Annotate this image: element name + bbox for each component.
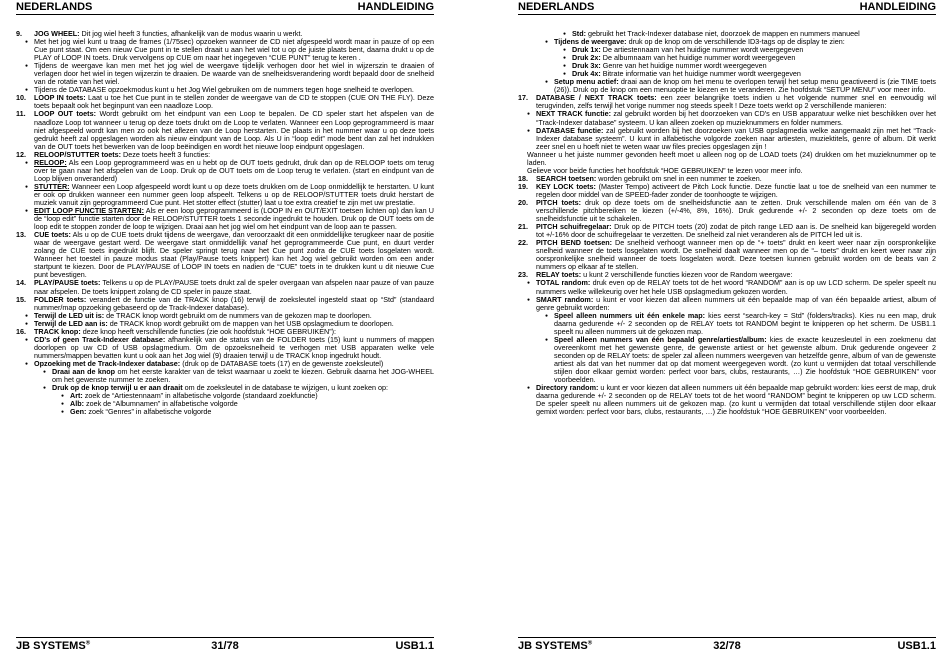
bullet-item bbox=[25, 336, 434, 360]
bullet-text: de TRACK knop wordt gebruikt om de mappen van het USB opslagmedium te doorlopen. bbox=[107, 318, 394, 328]
footer-model: USB1.1 bbox=[395, 640, 434, 652]
bullet-item bbox=[527, 296, 936, 312]
item-text: worden gebruikt om snel in een nummer te zoeken. bbox=[596, 173, 762, 183]
bullet-item bbox=[61, 408, 434, 416]
item-title: FOLDER toets: bbox=[34, 294, 87, 304]
bullet-text: zoek de “Artiestennaam” in alfabetische volgorde (standaard zoekfunctie) bbox=[82, 391, 318, 401]
item-text: (Master Tempo) activeert de Pitch Lock functie. Deze functie laat u toe de snelheid van een nummer te regelen door middel van de SPEED-fader zonder de toonhoogte te wijzigen. bbox=[536, 181, 936, 199]
header-title: HANDLEIDING bbox=[357, 1, 434, 13]
bullet-text: om het eerste karakter van de tekst waarnaar u zoekt te kiezen. Gebruik daarna het JOG-WHEEL om het gewenste nummer te zoeken. bbox=[52, 366, 434, 385]
bullet-title: Directory random: bbox=[536, 383, 599, 393]
bullet-item bbox=[545, 336, 936, 384]
header-language: NEDERLANDS bbox=[16, 1, 93, 13]
header-title: HANDLEIDING bbox=[859, 1, 936, 13]
bullet-title: Gen: bbox=[70, 407, 87, 417]
bullet-text: De albumnaam van het huidige nummer wordt weergegeven bbox=[600, 53, 796, 63]
item-title: PITCH schuifregelaar: bbox=[536, 222, 612, 232]
numbered-item bbox=[16, 110, 434, 150]
item-number: 18. bbox=[518, 173, 528, 183]
item-title: TRACK knop: bbox=[34, 326, 81, 336]
bullet-item bbox=[527, 110, 936, 126]
bullet-text: zal gebruikt worden bij het doorzoeken van CD's en USB apparatuur welke niet beschikken over het “Track-Indexer database” systeem. U kan alleen zoeken op muzieknummers en folder nummers. bbox=[536, 109, 936, 127]
item-number: 23. bbox=[518, 270, 528, 280]
item-title: PLAY/PAUSE toets: bbox=[34, 278, 101, 288]
numbered-item bbox=[518, 183, 936, 199]
item-text: Telkens u op de PLAY/PAUSE toets drukt zal de speler overgaan van afspelen naar pauze of van pauze naar afspelen. De toets knippert zolang de CD speler in pauze staat. bbox=[34, 278, 434, 296]
item-title: JOG WHEEL: bbox=[34, 30, 80, 38]
bullet-text: draai aan de knop om het menu te overlopen terwijl het setup menu geactiveerd is (zie TIME toets (26)). Druk op de knop om een menuoptie te kiezen en te veranderen. Zie hoofdstuk “SETUP MENU” voor meer info. bbox=[554, 77, 936, 95]
footer-page-number: 31/78 bbox=[211, 640, 239, 652]
bullet-item bbox=[545, 78, 936, 94]
item-title: KEY LOCK toets: bbox=[536, 181, 596, 191]
bullet-title: Art: bbox=[70, 391, 83, 401]
item-text: u kunt 2 verschillende functies kiezen voor de Random weergave: bbox=[581, 270, 793, 280]
page-header bbox=[518, 1, 936, 15]
item-title: RELOOP/STUTTER toets: bbox=[34, 149, 122, 159]
bullet-text: afhankelijk van de status van de FOLDER toets (15) kunt u nummers of mappen doorlopen op uw CD of USB opslagmedium. Om de opzoeksnelheid te verhogen met USB apparaten welke vele nummers/mappen bevatten kunt u ook aan het Jog wiel (9) draaien terwijl u de TRACK knop ingedrukt houdt. bbox=[34, 334, 434, 360]
numbered-item bbox=[16, 296, 434, 312]
page-footer bbox=[16, 637, 434, 654]
bullet-title: Druk 2x: bbox=[572, 53, 601, 63]
item-number: 20. bbox=[518, 197, 528, 207]
bullet-text: Genre van het huidige nummer wordt weergegeven bbox=[600, 61, 767, 71]
bullet-text: om de zoeksleutel in de database te wijzigen, u kunt zoeken op: bbox=[182, 383, 388, 393]
item-text: De snelheid verhoogt wanneer men op de “+ toets” drukt en keert weer naar zijn oorspronkelijke snelheid wanneer de toets losgelaten wordt. De snelheid daalt wanneer men op de “– toets” drukt en keert weer naar zijn oorspronkelijke snelheid wanneer de toets losgelaten wordt. Deze toetsen kunnen gebruikt worden om de beats van 2 nummers op elkaar af te stellen. bbox=[536, 238, 936, 272]
page-footer bbox=[518, 637, 936, 654]
bullet-title: SMART random: bbox=[536, 294, 594, 304]
item-title: SEARCH toetsen: bbox=[536, 173, 597, 183]
bullet-title: Druk 4x: bbox=[572, 69, 601, 79]
bullet-title: Druk 1x: bbox=[572, 45, 601, 55]
bullet-text: u kunt er voor kiezen dat alleen nummers uit één bepaalde map of van één bepaalde artiest, album of genre gebruikt worden: bbox=[536, 294, 936, 312]
bullet-title: Druk op de knop terwijl u er aan draait bbox=[52, 383, 183, 393]
item-title: CUE toets: bbox=[34, 230, 71, 240]
item-number: 13. bbox=[16, 230, 26, 240]
item-number: 17. bbox=[518, 93, 528, 103]
footer-brand: JB SYSTEMS® bbox=[16, 640, 91, 652]
item-title: PITCH BEND toetsen: bbox=[536, 238, 612, 248]
item-text: Wordt gebruikt om het eindpunt van een Loop te bepalen. De CD speler start het afspelen van de naadloze Loop tot wanneer u terug op deze toets drukt om de Loop te verlaten. Wanneer een Loop geprogrammeerd is maar niet afgespeeld wordt kan men zo ook het aflezen van de Loop herstarten. De plaats in het nummer waar u op deze toets gedrukt heeft zal opgeslagen worden als nieuw eindpunt van de Loop. Als U in “loop edit” mode bent dan zal het indrukken van de OUT toets het bewerken van de loop beëindigen en wordt het nieuwe loop eindpunt opgeslagen. bbox=[34, 109, 434, 151]
item-number: 16. bbox=[16, 326, 26, 336]
numbered-item bbox=[518, 94, 936, 110]
bullet-item bbox=[25, 183, 434, 207]
item-number: 19. bbox=[518, 181, 528, 191]
bullet-title-text: STUTTER: bbox=[34, 181, 70, 191]
bullet-text: u kunt er voor kiezen dat alleen nummers uit één bepaalde map gebruikt worden: kies eerst de map, druk daarna gedurende +/- 2 seconden op de RELAY toets tot de het woord “RANDOM” begint te knipperen op uw LCD scherm. De speler speelt nu alleen nummers uit de gekozen map. (zo kunt u vermijden dat totaal verschillende stijlen door elkaar gemixt worden: perfect voor bars, clubs, restaurants, …) Zie hoofdstuk “HOE GEBRUIKEN” voor voorbeelden. bbox=[536, 383, 936, 417]
bullet-text: Tijdens de weergave kan men met het jog wiel de weergave tijdelijk verhogen door het wiel in wijzerszin te draaien of verlagen door het wiel in tegen wijzerzin te draaien. De waarde van de snelheidsverandering wordt bepaald door de snelheid van de rotatie van het wiel. bbox=[34, 61, 434, 87]
bullet-title: Opzoeking met de Track-Indexer database: bbox=[34, 358, 181, 368]
item-text: Druk op de PITCH toets (20) zodat de pitch range LED aan is. De snelheid kan bijgeregeld worden tot +/-16% door de schuifregelaar te verzetten. De snelheid zal niet veranderen als de PITCH led uit is. bbox=[536, 222, 936, 240]
item-text: deze knop heeft verschillende functies (zie ook hoofdstuk “HOE GEBRUIKEN”): bbox=[80, 326, 336, 336]
numbered-item bbox=[518, 223, 936, 239]
bullet-item bbox=[527, 127, 936, 151]
item-title: PITCH toets: bbox=[536, 197, 582, 207]
footer-brand: JB SYSTEMS® bbox=[518, 640, 593, 652]
bullet-text: Als een Loop geprogrammeerd was en u hebt op de OUT toets gedrukt, druk dan op de RELOOP toets om terug over te gaan naar het afspelen van de Loop. Druk op de OUT toets om de Loop terug te verlaten. (start en eindpunt van de Loop blijven onveranderd) bbox=[34, 157, 434, 183]
item-number: 15. bbox=[16, 294, 26, 304]
bullet-title: Tijdens de weergave: bbox=[554, 37, 627, 47]
bullet-text: zoek “Genres” in alfabetische volgorde bbox=[86, 407, 212, 417]
bullet-title: Draai aan de knop bbox=[52, 366, 116, 376]
item-title: LOOP IN toets: bbox=[34, 93, 86, 103]
page-body bbox=[16, 30, 434, 632]
bullet-text: Bitrate informatie van het huidige nummer wordt weergegeven bbox=[600, 69, 801, 79]
item-text: een zeer belangrijke toets indien u het volgende nummer snel en eenvoudig wil terugvinden, zelfs terwijl het vorige nummer nog steeds speelt ! Deze toets werkt op 2 verschillende manieren: bbox=[536, 93, 936, 111]
bullet-title: Terwijl de LED aan is: bbox=[34, 318, 108, 328]
bullet-item bbox=[527, 384, 936, 416]
item-text: Deze toets heeft 3 functies: bbox=[121, 149, 211, 159]
item-number: 22. bbox=[518, 238, 528, 248]
paragraph-text: Wanneer u het juiste nummer gevonden heeft moet u alleen nog op de LOAD toets (24) drukken om het muzieknummer op te laden. bbox=[527, 149, 936, 167]
item-text: verandert de functie van de TRACK knop (16) terwijl de zoeksleutel ingesteld staat op “Std” (standaard nummer/map opzoeking gebaseerd op de Track-Indexer database). bbox=[34, 294, 434, 312]
bullet-title: NEXT TRACK functie: bbox=[536, 109, 611, 119]
bullet-text: druk op de knop om de verschillende ID3-tags op de display te zien: bbox=[626, 37, 845, 47]
bullet-item bbox=[25, 207, 434, 231]
bullet-text: Tijdens de DATABASE opzoekmodus kunt u het Jog Wiel gebruiken om de nummers tegen hoge snelheid te overlopen. bbox=[34, 85, 414, 95]
page-header bbox=[16, 1, 434, 15]
item-title: RELAY toets: bbox=[536, 270, 582, 280]
bullet-text: Wanneer een Loop afgespeeld wordt kunt u op deze toets drukken om de Loop onmiddellijk te herstarten. U kunt er ook op drukken wanneer een nummer geen loop afspeelt. Telkens u op de RELOOP/STUTTER toets drukt herstart de muziek vanuit zijn geprogrammeerd Cue punt. Het stotter effect (stutter) laat u toe extra creatief te zijn met uw prestatie. bbox=[34, 181, 434, 207]
bullet-text: De artiestennaam van het huidige nummer wordt weergegeven bbox=[600, 45, 804, 55]
bullet-title-text: RELOOP: bbox=[34, 157, 67, 167]
bullet-text: druk even op de RELAY toets tot de het woord “RANDOM” aan is op uw LCD scherm. De speler speelt nu nummers welke willekeurig over het hele USB opslagmedium gekozen worden. bbox=[536, 278, 936, 296]
bullet-item bbox=[25, 159, 434, 183]
bullet-item bbox=[25, 62, 434, 86]
bullet-title-text: EDIT LOOP FUNCTIE STARTEN: bbox=[34, 206, 144, 216]
numbered-item bbox=[16, 231, 434, 279]
bullet-item bbox=[25, 38, 434, 62]
bullet-title: Speel alleen nummers uit één enkele map: bbox=[554, 310, 706, 320]
bullet-title: Setup menu actief: bbox=[554, 77, 619, 87]
item-title: DATABASE / NEXT TRACK toets: bbox=[536, 93, 657, 103]
bullet-item bbox=[43, 368, 434, 384]
item-number: 11. bbox=[16, 109, 26, 119]
bullet-item bbox=[527, 279, 936, 295]
bullet-text: gebruikt het Track-Indexer database niet, doorzoek de mappen en nummers manueel bbox=[585, 30, 860, 38]
paragraph-text: Gelieve voor beide functies het hoofdstuk “HOE GEBRUIKEN” te lezen voor meer info. bbox=[527, 165, 803, 175]
numbered-item bbox=[16, 94, 434, 110]
bullet-item bbox=[545, 312, 936, 336]
bullet-title: TOTAL random: bbox=[536, 278, 591, 288]
page-right bbox=[518, 0, 936, 654]
numbered-item bbox=[518, 239, 936, 271]
bullet-title: Std: bbox=[572, 30, 586, 38]
bullet-text: Als er een loop geprogrammeerd is (LOOP IN en OUT/EXIT toetsen lichten op) dan kan U de “loop edit” functie starten door de RELOOP/STUTTER toets 1 seconde ingedrukt te houden. Druk op de OUT toets om de loop edit te stoppen zonder de loop te wijzigen. Draai aan het jog wiel om het eindpunt van de loop aan te passen. bbox=[34, 206, 434, 232]
bullet-text: de TRACK knop wordt gebruikt om de nummers van de gekozen map te doorlopen. bbox=[104, 310, 372, 320]
bullet-title: Speel alleen nummers van één bepaald genre/artiest/album: bbox=[554, 334, 767, 344]
numbered-item bbox=[518, 199, 936, 223]
item-number: 21. bbox=[518, 222, 528, 232]
item-text: Laat u toe het Cue punt in te stellen zonder de weergave van de CD te stoppen (CUE ON THE FLY). Deze toets bepaalt ook het beginpunt van een naadloze Loop. bbox=[34, 93, 434, 111]
paragraph bbox=[527, 151, 936, 167]
item-text: druk op deze toets om de snelheidsfunctie aan te zetten. Druk verschillende malen om één van de 3 verschillende pitchbereiken te kiezen (+/-4%, 8%, 16%). Druk gedurende +/- 2 seconden op deze toets om de snelheidsfunctie uit te schakelen. bbox=[536, 197, 936, 224]
bullet-text: zoek de “Albumnamen” in alfabetische volgorde bbox=[83, 399, 238, 409]
bullet-text: Met het jog wiel kunt u traag de frames (1/75sec) opzoeken wanneer de CD niet afgespeeld wordt maar in pauze of op een Cue punt staat. Om een nieuw Cue punt in te stellen draait u aan het wiel tot u op de juiste plaats bent, daarna drukt u op de PLAY of LOOP IN toets. Druk vervolgens op CUE om naar het ingegeven “CUE PUNT” terug te keren . bbox=[34, 37, 434, 63]
bullet-title: CD's of geen Track-Indexer database: bbox=[34, 334, 166, 344]
bullet-text: kies eerst “search-key = Std” (folders/tracks). Kies nu een map, druk daarna gedurende +/- 2 seconden op de RELAY toets tot RANDOM begint te knipperen op het scherm. De USB1.1 speelt nu alleen nummers uit de gekozen map. bbox=[554, 310, 936, 336]
item-text: Als u op de CUE toets drukt tijdens de weergave, dan veroorzaakt dit een onmiddellijke terugkeer naar de positie waar de weergave gestart werd. De weergave start onmiddellijk vanaf het geprogrammeerde Cue punt, en duurt verder zolang de CUE toets ingedrukt blijft. De speler springt terug naar het Cue punt zodra de CUE toets losgelaten wordt. Wanneer het toestel in pauze modus staat (Play/Pause toets knippert) kan het Jog wiel gebruikt worden om een ander startpunt te kiezen. Door de PLAY/PAUSE of LOOP IN toets en nadien de “CUE” toets in te drukken kunt u dit nieuwe Cue punt bevestigen. bbox=[34, 230, 434, 280]
bullet-text: kies de exacte keuzesleutel in een zoekmenu dat overeenkomt met het gewenste genre, de gewenste artiest or het gewenste album. Druk gedurende ongeveer 2 seconden op de RELAY toets: de speler zal alleen nummers weergeven van hetzelfde genre, album of van de gewenste artiest als dat van het nummer dat op dat moment weergegeven wordt. (zo kunt u vermijden dat totaal verschillende stijlen door elkaar gemixt worden: perfect voor bars, clubs, restaurants, …) Zie hoofdstuk “HOE GEBRUIKEN” voor voorbeelden. bbox=[554, 334, 936, 385]
footer-model: USB1.1 bbox=[897, 640, 936, 652]
bullet-text: zal gebruikt worden bij het doorzoeken van USB opslagmedia welke aangemaakt zijn met het “Track-Indexer database systeem”. U kunt in alfabetische volgorde zoeken naar artiesten, muziektitels, genre of album. Dit werkt zeer snel en u hoeft niet te weten waar uw files precies opgeslagen zijn ! bbox=[536, 125, 936, 151]
page-left bbox=[16, 0, 434, 654]
numbered-item bbox=[16, 279, 434, 295]
item-number: 10. bbox=[16, 93, 26, 103]
item-title: LOOP OUT toets: bbox=[34, 109, 96, 119]
page-body bbox=[518, 30, 936, 632]
footer-page-number: 32/78 bbox=[713, 640, 741, 652]
bullet-text: (druk op de DATABASE toets (17) en de gewenste zoeksleutel) bbox=[180, 358, 384, 368]
header-language: NEDERLANDS bbox=[518, 1, 595, 13]
item-text: Dit jog wiel heeft 3 functies, afhankelijk van de modus waarin u werkt. bbox=[79, 30, 303, 38]
bullet-title: Alb: bbox=[70, 399, 84, 409]
item-number: 12. bbox=[16, 149, 26, 159]
bullet-title: Druk 3x: bbox=[572, 61, 601, 71]
item-number: 14. bbox=[16, 278, 26, 288]
bullet-title: DATABASE functie: bbox=[536, 125, 604, 135]
item-number: 9. bbox=[16, 30, 22, 38]
bullet-title: Terwijl de LED uit is: bbox=[34, 310, 105, 320]
